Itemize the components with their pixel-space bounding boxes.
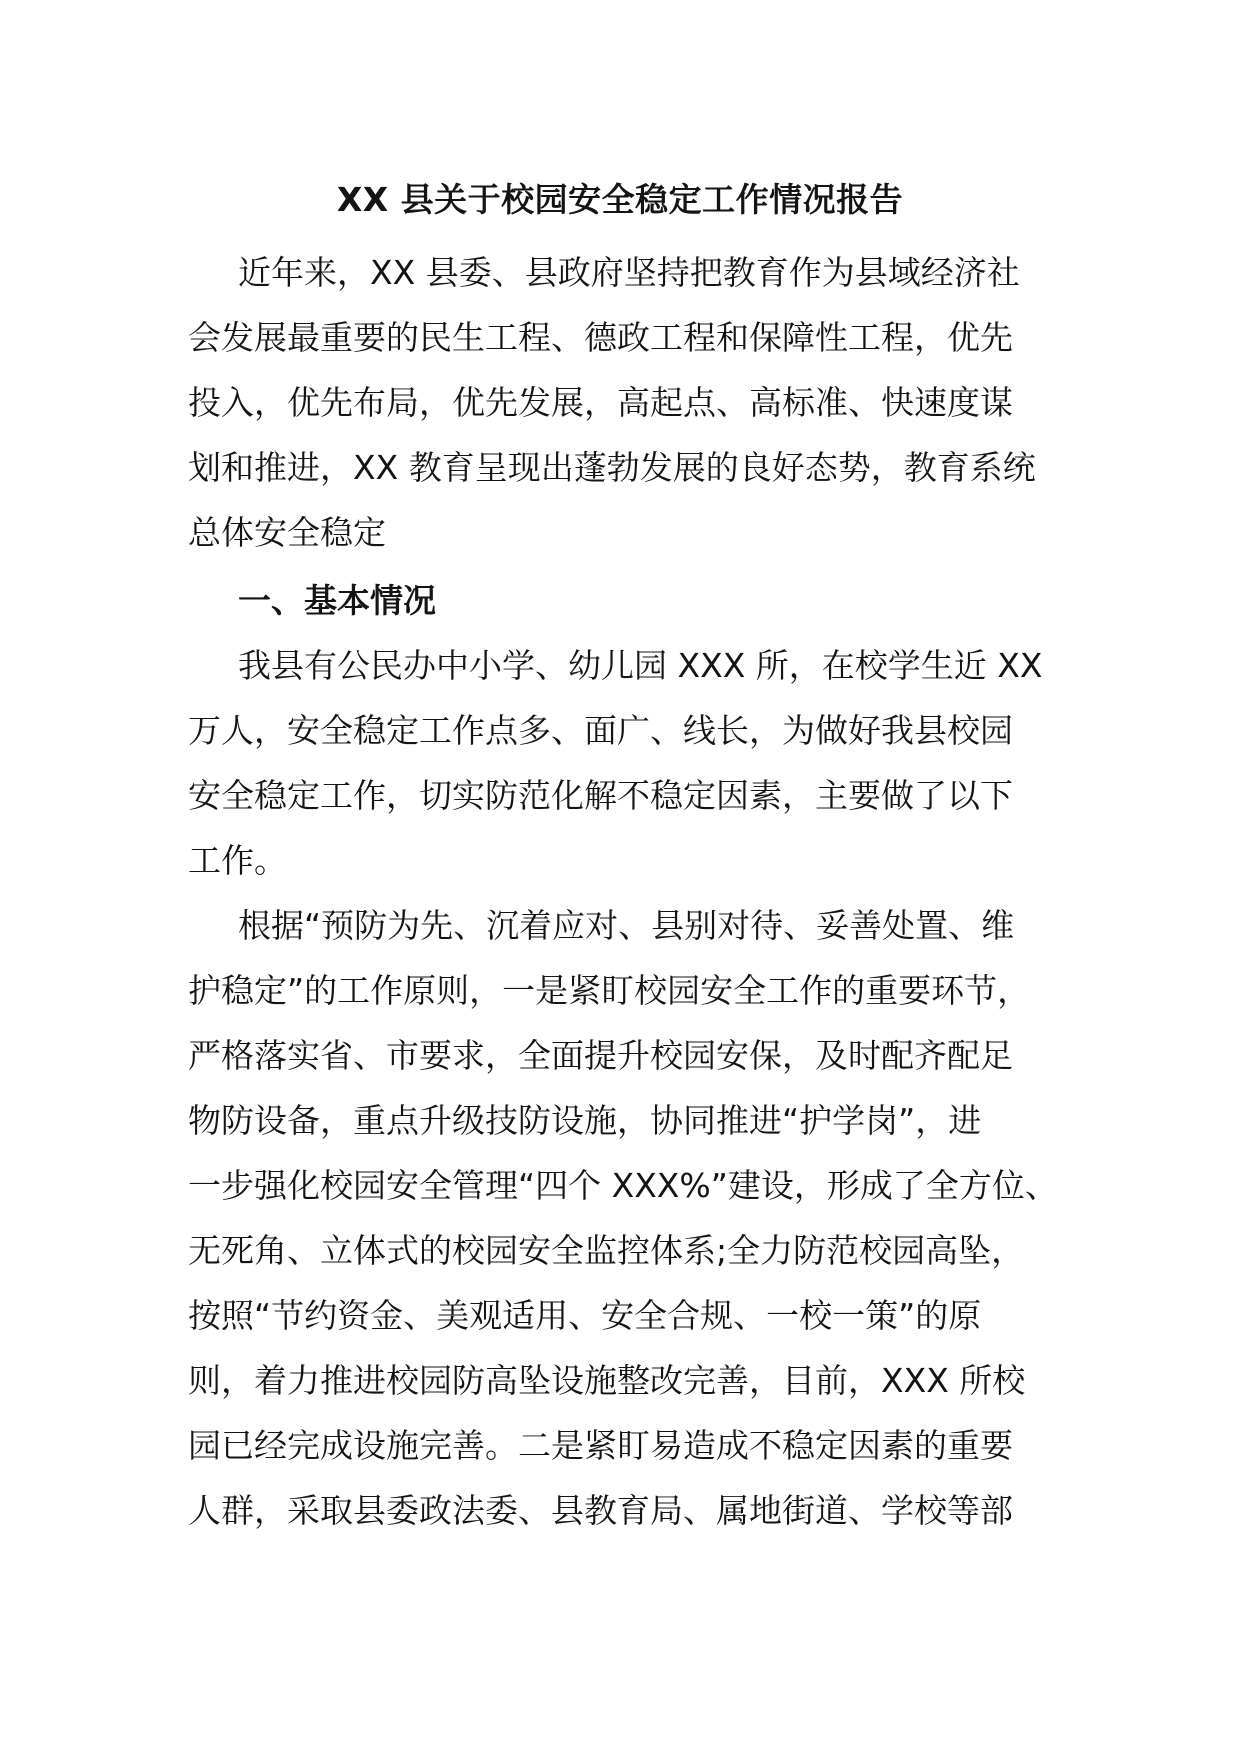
paragraph-line: 则，着力推进校园防高坠设施整改完善，目前，XXX 所校 bbox=[188, 1361, 1026, 1400]
paragraph-line: 园已经完成设施完善。二是紧盯易造成不稳定因素的重要 bbox=[188, 1426, 1013, 1465]
paragraph-line: 物防设备，重点升级技防设施，协同推进“护学岗”，进 bbox=[188, 1101, 982, 1140]
paragraph-line: 万人，安全稳定工作点多、面广、线长，为做好我县校园 bbox=[188, 711, 1013, 750]
paragraph-1 bbox=[188, 633, 1088, 893]
paragraph-line: 近年来，XX 县委、县政府坚持把教育作为县域经济社 bbox=[238, 253, 1020, 292]
paragraph-line: 无死角、立体式的校园安全监控体系;全力防范校园高坠， bbox=[188, 1231, 1025, 1270]
paragraph-line: 工作。 bbox=[188, 841, 287, 880]
document-body bbox=[188, 240, 1088, 1543]
section-heading: 一、基本情况 bbox=[238, 581, 436, 620]
intro-paragraph bbox=[188, 240, 1088, 565]
paragraph-line: 投入，优先布局，优先发展，高起点、高标准、快速度谋 bbox=[188, 383, 1013, 422]
paragraph-line: 我县有公民办中小学、幼儿园 XXX 所，在校学生近 XX bbox=[238, 646, 1043, 685]
paragraph-2 bbox=[188, 893, 1088, 1543]
paragraph-line: 安全稳定工作，切实防范化解不稳定因素，主要做了以下 bbox=[188, 776, 1013, 815]
paragraph-line: 严格落实省、市要求，全面提升校园安保，及时配齐配足 bbox=[188, 1036, 1013, 1075]
paragraph-line: 人群，采取县委政法委、县教育局、属地街道、学校等部 bbox=[188, 1491, 1013, 1530]
paragraph-line: 护稳定”的工作原则，一是紧盯校园安全工作的重要环节， bbox=[188, 971, 1031, 1010]
paragraph-line: 会发展最重要的民生工程、德政工程和保障性工程，优先 bbox=[188, 318, 1013, 357]
paragraph-line: 总体安全稳定 bbox=[188, 513, 386, 552]
paragraph-line: 根据“预防为先、沉着应对、县别对待、妥善处置、维 bbox=[238, 906, 1015, 945]
paragraph-line: 按照“节约资金、美观适用、安全合规、一校一策”的原 bbox=[188, 1296, 982, 1335]
paragraph-line: 一步强化校园安全管理“四个 XXX%”建设，形成了全方位、 bbox=[188, 1166, 1058, 1205]
paragraph-line: 划和推进，XX 教育呈现出蓬勃发展的良好态势，教育系统 bbox=[188, 448, 1036, 487]
document-title: XX 县关于校园安全稳定工作情况报告 bbox=[336, 180, 904, 219]
